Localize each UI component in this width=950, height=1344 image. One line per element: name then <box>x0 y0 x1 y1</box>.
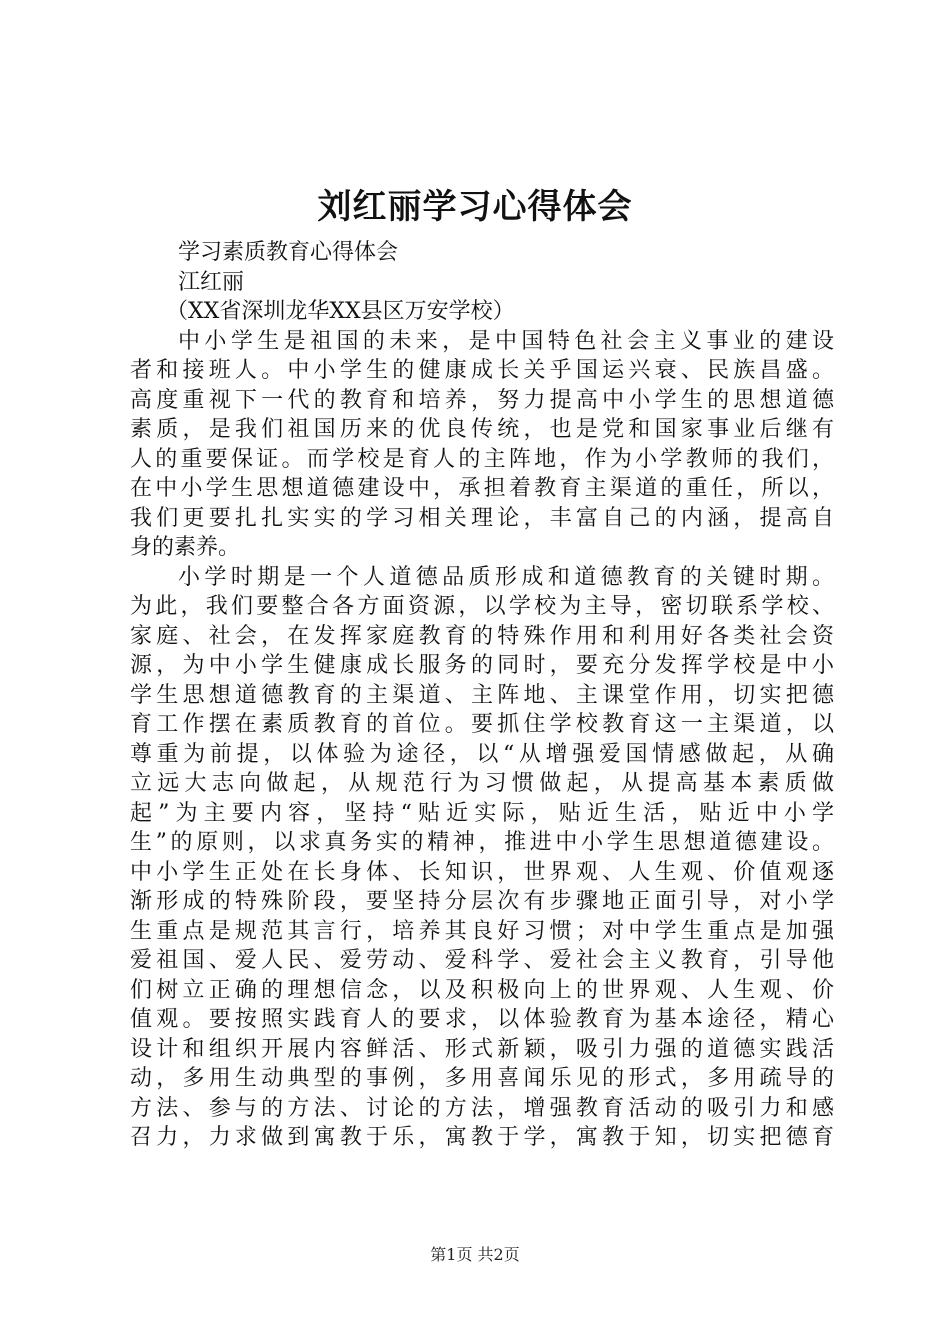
paragraph-line: 生重点是规范其言行，培养其良好习惯；对中学生重点是加强 <box>130 918 834 944</box>
subtitle: 学习素质教育心得体会 <box>178 240 399 265</box>
paragraph-line: 动，多用生动典型的事例，多用喜闻乐见的形式，多用疏导的 <box>130 1066 834 1091</box>
paragraph-line: 爱祖国、爱人民、爱劳动、爱科学、爱社会主义教育，引导他 <box>130 948 834 973</box>
paragraph-line: 家庭、社会，在发挥家庭教育的特殊作用和利用好各类社会资 <box>130 623 834 649</box>
paragraph-line: 中小学生正处在长身体、长知识，世界观、人生观、价值观逐 <box>130 859 834 885</box>
paragraph-line: 生”的原则，以求真务实的精神，推进中小学生思想道德建设。 <box>130 830 834 855</box>
paragraph-line: 身的素养。 <box>130 535 241 560</box>
page-number-footer: 第1页 共2页 <box>430 1245 520 1264</box>
paragraph-line: 人的重要保证。而学校是育人的主阵地，作为小学教师的我们， <box>130 446 834 472</box>
paragraph-line: 起”为主要内容，坚持“贴近实际，贴近生活，贴近中小学 <box>130 800 834 826</box>
paragraph-line: 高度重视下一代的教育和培养，努力提高中小学生的思想道德 <box>130 387 834 413</box>
paragraph-line: 渐形成的特殊阶段，要坚持分层次有步骤地正面引导，对小学 <box>130 889 834 914</box>
author-name: 江红丽 <box>178 269 245 295</box>
paragraph-line: 尊重为前提，以体验为途径，以“从增强爱国情感做起，从确 <box>130 741 834 767</box>
paragraph-line: 学生思想道德教育的主渠道、主阵地、主课堂作用，切实把德 <box>130 682 834 708</box>
paragraph-line: 立远大志向做起，从规范行为习惯做起，从提高基本素质做 <box>130 771 834 796</box>
paragraph-line: 为此，我们要整合各方面资源，以学校为主导，密切联系学校、 <box>130 594 834 619</box>
paragraph-line: 方法、参与的方法、讨论的方法，增强教育活动的吸引力和感 <box>130 1095 834 1121</box>
paragraph-line: 中小学生是祖国的未来，是中国特色社会主义事业的建设 <box>178 328 834 354</box>
paragraph-line: 设计和组织开展内容鲜活、形式新颖，吸引力强的道德实践活 <box>130 1036 834 1062</box>
paragraph-line: 召力，力求做到寓教于乐，寓教于学，寓教于知，切实把德育 <box>130 1125 834 1150</box>
paragraph-line: 我们更要扎扎实实的学习相关理论，丰富自己的内涵，提高自 <box>130 505 834 531</box>
author-affiliation: （XX省深圳龙华XX县区万安学校） <box>166 299 515 324</box>
paragraph-1 <box>130 327 834 563</box>
paragraph-line: 值观。要按照实践育人的要求，以体验教育为基本途径，精心 <box>130 1007 834 1032</box>
paragraph-line: 小学时期是一个人道德品质形成和道德教育的关键时期。 <box>178 564 834 590</box>
paragraph-line: 源，为中小学生健康成长服务的同时，要充分发挥学校是中小 <box>130 653 834 678</box>
document-body <box>130 238 834 1153</box>
paragraph-line: 们树立正确的理想信念，以及积极向上的世界观、人生观、价 <box>130 977 834 1003</box>
paragraph-line: 在中小学生思想道德建设中，承担着教育主渠道的重任，所以， <box>130 476 834 501</box>
document-title: 刘红丽学习心得体会 <box>317 187 633 227</box>
paragraph-line: 育工作摆在素质教育的首位。要抓住学校教育这一主渠道，以 <box>130 712 834 737</box>
paragraph-line: 素质，是我们祖国历来的优良传统，也是党和国家事业后继有 <box>130 417 834 442</box>
paragraph-2 <box>130 563 834 1153</box>
paragraph-line: 者和接班人。中小学生的健康成长关乎国运兴衰、民族昌盛。 <box>130 358 834 383</box>
